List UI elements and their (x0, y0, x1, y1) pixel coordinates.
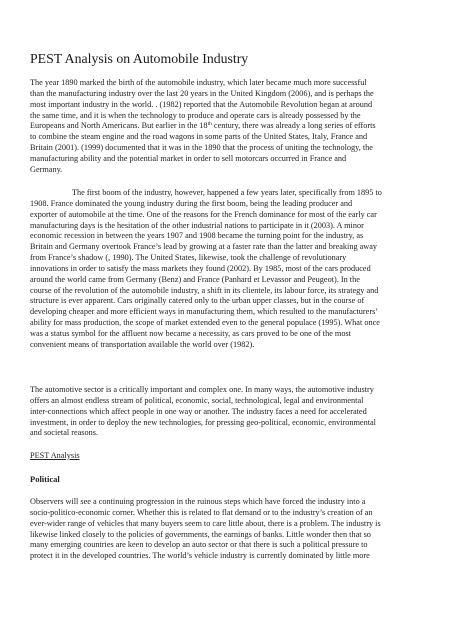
text-line: the same time, and it is when the technology to produce and operate cars is already possessed by the (30, 110, 361, 120)
text-line: exporter of automobile at the time. One of the reasons for the French dominance for most of the early car (30, 209, 377, 219)
text-line: manufacturing ability and the potential market in order to sell motorcars occurred in France and (30, 153, 347, 163)
section-heading: PEST Analysis (30, 451, 80, 460)
text-line: most important industry in the world. . (1982) reported that the Automobile Revolution began at around (30, 99, 373, 109)
political-paragraph (30, 497, 381, 562)
text-line: manufacturing days is the hesitation of the other industrial nations to participate in it (2003). A minor (30, 220, 364, 230)
text-line: Britain and Germany overtook France’s lead by growing at a faster rate than the latter and breaking away (30, 242, 378, 252)
text-line: offers an almost endless stream of political, economic, social, technological, legal and environmental (30, 395, 364, 405)
text-line: 1908. France dominated the young industry during the first boom, being the leading producer and (30, 198, 353, 208)
text-line: Observers will see a continuing progression in the ruinous steps which have forced the industry into a (30, 497, 366, 506)
text-line: The first boom of the industry, however, happened a few years later, specifically from 1895 to (72, 188, 382, 197)
text-line: and societal reasons. (30, 428, 99, 438)
text-line: ability for mass production, the scope of market extended even to the general populace (1995). What once (30, 318, 380, 328)
text-line: The year 1890 marked the birth of the automobile industry, which later became much more successful (30, 78, 367, 87)
text-line: than the manufacturing industry over the last 20 years in the United Kingdom (2006), and is perhaps the (30, 88, 374, 98)
text-line: protect it in the developed countries. The world’s vehicle industry is currently dominated by little more (30, 551, 370, 561)
text-line: economic recession in between the years 1907 and 1908 became the turning point for the industry, as (30, 231, 364, 241)
text-line: convenient means of transportation available the world over (1982). (30, 339, 255, 349)
text-segment: Europeans and North Americans. But earlier in the 18 (30, 121, 208, 131)
text-segment: century, there was already a long series of efforts (211, 121, 376, 131)
text-line: around the world came from Germany (Benz) and France (Panhard et Levassor and Peugeot). In the (30, 274, 360, 284)
text-line: The automotive sector is a critically important and complex one. In many ways, the automotive industry (30, 385, 374, 394)
intro-paragraph (30, 78, 376, 176)
history-paragraph (30, 188, 382, 351)
subsection-heading: Political (30, 474, 60, 484)
text-line: developing cheaper and more efficient ways in manufacturing them, which resulted to the manufacturers’ (30, 307, 379, 317)
text-line: Germany. (30, 164, 63, 174)
text-line: investment, in order to deploy the new technologies, for pressing geo-political, economic, environmental (30, 417, 376, 427)
text-line (30, 121, 376, 132)
superscript: th (207, 121, 212, 128)
text-line: Britain (2001). (1999) documented that it was in the 1890 that the process of uniting the technology, the (30, 143, 373, 153)
text-line: socio-politico-economic corner. Whether this is related to flat demand or to the industry’s creation of an (30, 507, 373, 517)
sector-paragraph (30, 385, 376, 439)
text-line: likewise linked closely to the policies of governments, the earnings of banks. Little wonder then that so (30, 529, 371, 539)
text-line: to combine the steam engine and the road wagons in some parts of the United States, Italy, France and (30, 132, 368, 142)
text-line: innovations in order to satisfy the mass markets they found (2002). By 1985, most of the cars produced (30, 263, 371, 273)
text-line: course of the revolution of the automobile industry, a shift in its clientele, its labour force, its strategy and (30, 285, 379, 295)
text-line: many emerging countries are keen to develop an auto sector or that there is such a political pressure to (30, 540, 368, 550)
text-line: ever-wider range of vehicles that many buyers seem to care little about, there is a problem. The industry is (30, 518, 381, 528)
text-line: structure is ever apparent. Cars originally catered only to the urban upper classes, but in the course of (30, 296, 365, 306)
text-line: inter-connections which affect people in one way or another. The industry faces a need for accelerated (30, 406, 367, 416)
document-title: PEST Analysis on Automobile Industry (30, 51, 249, 66)
text-line: was a status symbol for the affluent now became a necessity, as cars proved to be one of the most (30, 328, 351, 338)
text-line: from France’s shadow (, 1990). The United States, likewise, took the challenge of revolutionary (30, 253, 347, 263)
